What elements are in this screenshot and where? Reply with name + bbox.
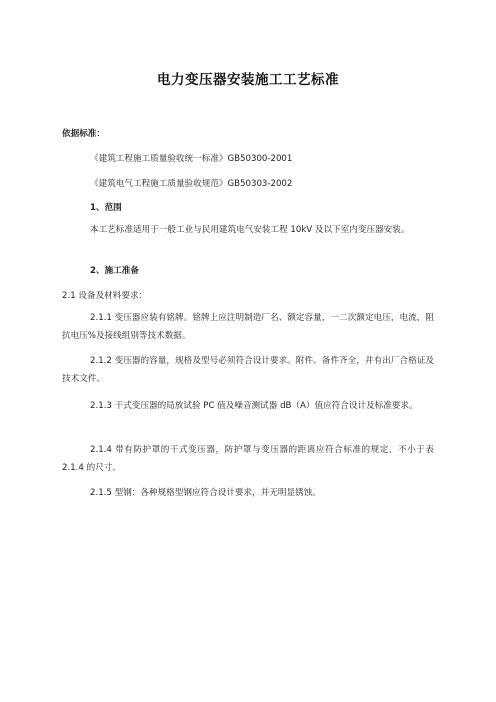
subsection-heading: 2.1 设备及材料要求： (62, 291, 148, 301)
section-heading-preparation: 2、施工准备 (90, 266, 139, 276)
reference-item: 《建筑工程施工质量验收统一标准》GB50300-2001 (90, 154, 293, 164)
list-item: 2.1.2 变压器的容量，规格及型号必须符合设计要求。附件、备件齐全，并有出厂合格证及技术文件。 (62, 356, 434, 384)
document-title: 电力变压器安装施工工艺标准 (157, 72, 339, 88)
section-scope-body: 本工艺标准适用于一般工业与民用建筑电气安装工程 10kV 及以下室内变压器安装。 (90, 225, 410, 235)
list-item: 2.1.3 干式变压器的局放试验 PC 值及噪音测试器 dB（A）值应符合设计及标准要求。 (90, 401, 418, 411)
list-item: 2.1.5 型钢：各种规格型钢应符合设计要求，并无明显锈蚀。 (90, 488, 321, 498)
basis-label: 依据标准： (62, 129, 105, 139)
section-heading-scope: 1、范围 (90, 203, 122, 213)
list-item: 2.1.1 变压器应装有铭牌。铭牌上应注明制造厂名、额定容量，一二次额定电压，电流，阻抗电压%及接线组别等技术数据。 (62, 313, 434, 341)
list-item: 2.1.4 带有防护罩的干式变压器，防护罩与变压器的距离应符合标准的规定，不小于表 2.1.4 的尺寸。 (62, 445, 434, 473)
reference-item: 《建筑电气工程施工质量验收规范》GB50303-2002 (90, 179, 293, 189)
